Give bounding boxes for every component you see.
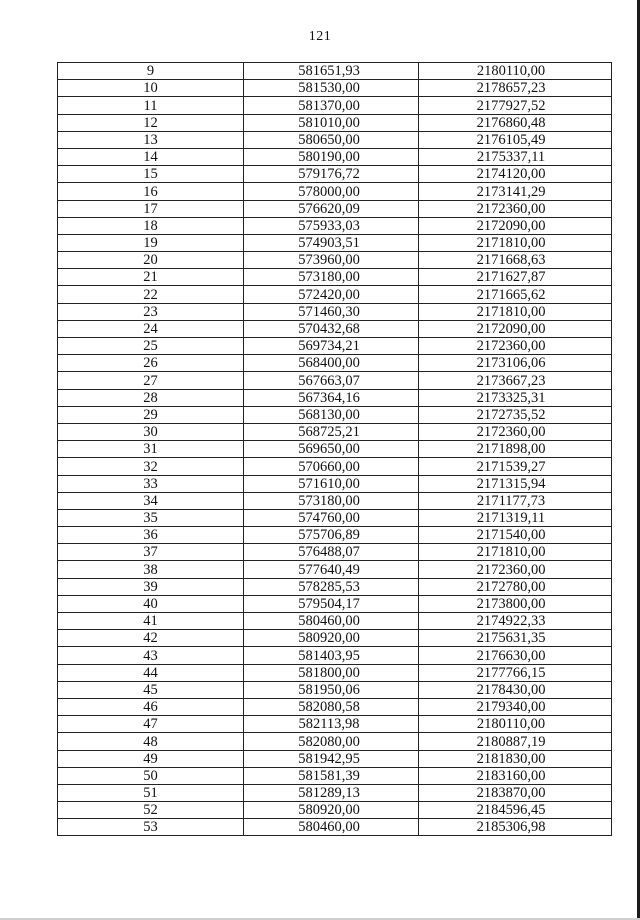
x-coordinate-cell: 574760,00	[244, 509, 419, 526]
y-coordinate-cell: 2173106,06	[419, 355, 612, 372]
x-coordinate-cell: 571460,30	[244, 303, 419, 320]
y-coordinate-cell: 2172360,00	[419, 423, 612, 440]
table-row	[58, 544, 612, 561]
point-number-cell: 49	[58, 750, 244, 767]
point-number-cell: 25	[58, 338, 244, 355]
table-row	[58, 183, 612, 200]
x-coordinate-cell: 581010,00	[244, 114, 419, 131]
x-coordinate-cell: 578285,53	[244, 578, 419, 595]
coordinates-table	[57, 62, 612, 836]
x-coordinate-cell: 581950,06	[244, 681, 419, 698]
point-number-cell: 40	[58, 595, 244, 612]
y-coordinate-cell: 2171319,11	[419, 509, 612, 526]
point-number-cell: 18	[58, 217, 244, 234]
point-number-cell: 35	[58, 509, 244, 526]
point-number-cell: 28	[58, 389, 244, 406]
y-coordinate-cell: 2172090,00	[419, 320, 612, 337]
page-number: 121	[308, 29, 332, 44]
point-number-cell: 11	[58, 97, 244, 114]
table-row	[58, 630, 612, 647]
x-coordinate-cell: 581530,00	[244, 80, 419, 97]
y-coordinate-cell: 2180110,00	[419, 716, 612, 733]
point-number-cell: 47	[58, 716, 244, 733]
point-number-cell: 27	[58, 372, 244, 389]
x-coordinate-cell: 582080,00	[244, 733, 419, 750]
point-number-cell: 48	[58, 733, 244, 750]
table-row	[58, 80, 612, 97]
y-coordinate-cell: 2172360,00	[419, 200, 612, 217]
x-coordinate-cell: 575933,03	[244, 217, 419, 234]
point-number-cell: 22	[58, 286, 244, 303]
y-coordinate-cell: 2171315,94	[419, 475, 612, 492]
table-row	[58, 97, 612, 114]
table-row	[58, 372, 612, 389]
point-number-cell: 17	[58, 200, 244, 217]
x-coordinate-cell: 570660,00	[244, 458, 419, 475]
point-number-cell: 21	[58, 269, 244, 286]
x-coordinate-cell: 581289,13	[244, 784, 419, 801]
table-row	[58, 802, 612, 819]
point-number-cell: 36	[58, 527, 244, 544]
point-number-cell: 46	[58, 698, 244, 715]
table-row	[58, 784, 612, 801]
table-row	[58, 509, 612, 526]
x-coordinate-cell: 578000,00	[244, 183, 419, 200]
y-coordinate-cell: 2180887,19	[419, 733, 612, 750]
x-coordinate-cell: 575706,89	[244, 527, 419, 544]
point-number-cell: 13	[58, 131, 244, 148]
table-row	[58, 613, 612, 630]
point-number-cell: 52	[58, 802, 244, 819]
table-row	[58, 647, 612, 664]
table-row	[58, 114, 612, 131]
x-coordinate-cell: 568400,00	[244, 355, 419, 372]
x-coordinate-cell: 580460,00	[244, 613, 419, 630]
point-number-cell: 32	[58, 458, 244, 475]
table-row	[58, 681, 612, 698]
y-coordinate-cell: 2183160,00	[419, 767, 612, 784]
y-coordinate-cell: 2175337,11	[419, 148, 612, 165]
y-coordinate-cell: 2177927,52	[419, 97, 612, 114]
table-row	[58, 664, 612, 681]
x-coordinate-cell: 568130,00	[244, 406, 419, 423]
table-row	[58, 166, 612, 183]
y-coordinate-cell: 2171810,00	[419, 544, 612, 561]
x-coordinate-cell: 581403,95	[244, 647, 419, 664]
table-row	[58, 492, 612, 509]
y-coordinate-cell: 2172360,00	[419, 338, 612, 355]
y-coordinate-cell: 2171898,00	[419, 441, 612, 458]
table-row	[58, 355, 612, 372]
x-coordinate-cell: 573960,00	[244, 252, 419, 269]
table-row	[58, 716, 612, 733]
point-number-cell: 19	[58, 234, 244, 251]
point-number-cell: 33	[58, 475, 244, 492]
table-row	[58, 200, 612, 217]
y-coordinate-cell: 2171810,00	[419, 303, 612, 320]
y-coordinate-cell: 2171540,00	[419, 527, 612, 544]
y-coordinate-cell: 2171665,62	[419, 286, 612, 303]
coordinates-table-body	[58, 63, 612, 836]
x-coordinate-cell: 573180,00	[244, 492, 419, 509]
table-row	[58, 217, 612, 234]
x-coordinate-cell: 580650,00	[244, 131, 419, 148]
y-coordinate-cell: 2171177,73	[419, 492, 612, 509]
y-coordinate-cell: 2179340,00	[419, 698, 612, 715]
x-coordinate-cell: 569650,00	[244, 441, 419, 458]
x-coordinate-cell: 581800,00	[244, 664, 419, 681]
y-coordinate-cell: 2173325,31	[419, 389, 612, 406]
y-coordinate-cell: 2173667,23	[419, 372, 612, 389]
y-coordinate-cell: 2185306,98	[419, 819, 612, 836]
point-number-cell: 50	[58, 767, 244, 784]
y-coordinate-cell: 2172360,00	[419, 561, 612, 578]
x-coordinate-cell: 582080,58	[244, 698, 419, 715]
point-number-cell: 29	[58, 406, 244, 423]
table-row	[58, 148, 612, 165]
y-coordinate-cell: 2172780,00	[419, 578, 612, 595]
table-row	[58, 527, 612, 544]
x-coordinate-cell: 581651,93	[244, 63, 419, 80]
x-coordinate-cell: 573180,00	[244, 269, 419, 286]
point-number-cell: 24	[58, 320, 244, 337]
table-row	[58, 423, 612, 440]
point-number-cell: 45	[58, 681, 244, 698]
point-number-cell: 51	[58, 784, 244, 801]
y-coordinate-cell: 2180110,00	[419, 63, 612, 80]
point-number-cell: 14	[58, 148, 244, 165]
y-coordinate-cell: 2183870,00	[419, 784, 612, 801]
point-number-cell: 43	[58, 647, 244, 664]
y-coordinate-cell: 2171810,00	[419, 234, 612, 251]
x-coordinate-cell: 580920,00	[244, 802, 419, 819]
x-coordinate-cell: 581942,95	[244, 750, 419, 767]
x-coordinate-cell: 579504,17	[244, 595, 419, 612]
point-number-cell: 39	[58, 578, 244, 595]
table-row	[58, 698, 612, 715]
y-coordinate-cell: 2177766,15	[419, 664, 612, 681]
y-coordinate-cell: 2176630,00	[419, 647, 612, 664]
table-row	[58, 389, 612, 406]
table-row	[58, 578, 612, 595]
x-coordinate-cell: 577640,49	[244, 561, 419, 578]
table-row	[58, 320, 612, 337]
point-number-cell: 31	[58, 441, 244, 458]
x-coordinate-cell: 580190,00	[244, 148, 419, 165]
table-row	[58, 406, 612, 423]
point-number-cell: 23	[58, 303, 244, 320]
point-number-cell: 30	[58, 423, 244, 440]
table-row	[58, 767, 612, 784]
table-row	[58, 286, 612, 303]
x-coordinate-cell: 570432,68	[244, 320, 419, 337]
y-coordinate-cell: 2173141,29	[419, 183, 612, 200]
point-number-cell: 10	[58, 80, 244, 97]
x-coordinate-cell: 576488,07	[244, 544, 419, 561]
point-number-cell: 20	[58, 252, 244, 269]
x-coordinate-cell: 567364,16	[244, 389, 419, 406]
table-row	[58, 733, 612, 750]
y-coordinate-cell: 2181830,00	[419, 750, 612, 767]
point-number-cell: 12	[58, 114, 244, 131]
y-coordinate-cell: 2172735,52	[419, 406, 612, 423]
point-number-cell: 42	[58, 630, 244, 647]
table-row	[58, 252, 612, 269]
x-coordinate-cell: 571610,00	[244, 475, 419, 492]
y-coordinate-cell: 2184596,45	[419, 802, 612, 819]
point-number-cell: 9	[58, 63, 244, 80]
y-coordinate-cell: 2171668,63	[419, 252, 612, 269]
point-number-cell: 37	[58, 544, 244, 561]
y-coordinate-cell: 2171627,87	[419, 269, 612, 286]
y-coordinate-cell: 2174120,00	[419, 166, 612, 183]
y-coordinate-cell: 2172090,00	[419, 217, 612, 234]
y-coordinate-cell: 2171539,27	[419, 458, 612, 475]
point-number-cell: 44	[58, 664, 244, 681]
x-coordinate-cell: 581370,00	[244, 97, 419, 114]
table-row	[58, 750, 612, 767]
x-coordinate-cell: 580460,00	[244, 819, 419, 836]
table-row	[58, 595, 612, 612]
point-number-cell: 53	[58, 819, 244, 836]
y-coordinate-cell: 2178430,00	[419, 681, 612, 698]
table-row	[58, 234, 612, 251]
y-coordinate-cell: 2175631,35	[419, 630, 612, 647]
x-coordinate-cell: 581581,39	[244, 767, 419, 784]
point-number-cell: 16	[58, 183, 244, 200]
table-row	[58, 303, 612, 320]
point-number-cell: 34	[58, 492, 244, 509]
table-row	[58, 63, 612, 80]
point-number-cell: 41	[58, 613, 244, 630]
table-row	[58, 131, 612, 148]
point-number-cell: 38	[58, 561, 244, 578]
point-number-cell: 26	[58, 355, 244, 372]
x-coordinate-cell: 572420,00	[244, 286, 419, 303]
y-coordinate-cell: 2174922,33	[419, 613, 612, 630]
x-coordinate-cell: 576620,09	[244, 200, 419, 217]
table-row	[58, 475, 612, 492]
x-coordinate-cell: 579176,72	[244, 166, 419, 183]
table-row	[58, 441, 612, 458]
x-coordinate-cell: 580920,00	[244, 630, 419, 647]
x-coordinate-cell: 568725,21	[244, 423, 419, 440]
y-coordinate-cell: 2176860,48	[419, 114, 612, 131]
table-row	[58, 458, 612, 475]
table-row	[58, 819, 612, 836]
y-coordinate-cell: 2178657,23	[419, 80, 612, 97]
y-coordinate-cell: 2173800,00	[419, 595, 612, 612]
x-coordinate-cell: 574903,51	[244, 234, 419, 251]
x-coordinate-cell: 569734,21	[244, 338, 419, 355]
x-coordinate-cell: 567663,07	[244, 372, 419, 389]
x-coordinate-cell: 582113,98	[244, 716, 419, 733]
table-row	[58, 338, 612, 355]
table-row	[58, 561, 612, 578]
point-number-cell: 15	[58, 166, 244, 183]
table-row	[58, 269, 612, 286]
y-coordinate-cell: 2176105,49	[419, 131, 612, 148]
